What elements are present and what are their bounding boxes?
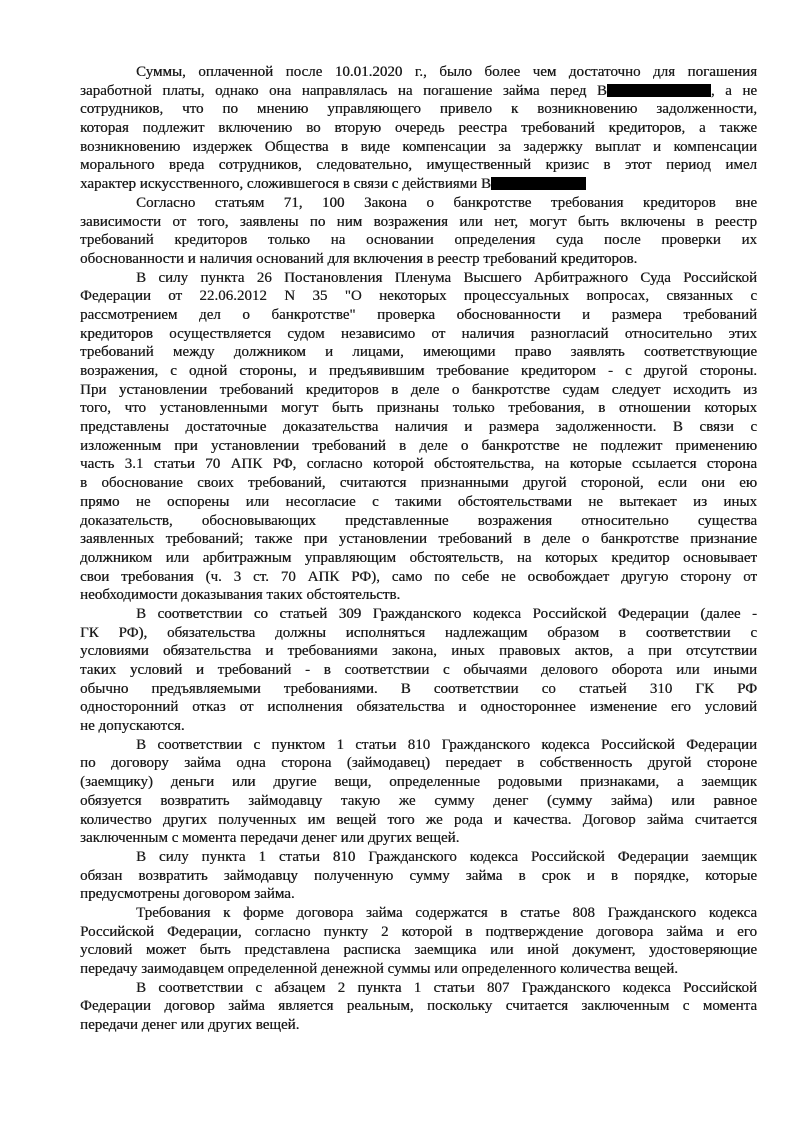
text-segment: изложенным при установлении требований в деле о банкротстве не подлежит применению xyxy=(80,437,757,454)
text-segment: условиями обязательства и требованиями закона, иных правовых актов, а при отсутствии xyxy=(80,643,757,660)
text-line xyxy=(80,568,757,587)
text-line xyxy=(80,661,757,680)
text-line xyxy=(80,848,757,867)
text-segment: заработной платы, однако она направлялась на погашение займа перед В xyxy=(80,82,607,99)
text-line xyxy=(80,399,757,418)
text-line xyxy=(80,960,757,979)
text-line xyxy=(80,792,757,811)
text-segment: возражения, с одной стороны, и предъявившим требование кредитором - с другой стороны. xyxy=(80,363,757,379)
text-segment: , а не xyxy=(710,82,757,99)
text-line xyxy=(80,885,757,904)
text-line xyxy=(80,381,757,400)
paragraph-8 xyxy=(80,979,757,1035)
text-line xyxy=(80,231,757,250)
text-segment: В силу пункта 1 статьи 810 Гражданского кодекса Российской Федерации заемщик xyxy=(136,848,757,865)
paragraph-2 xyxy=(80,194,757,269)
text-line xyxy=(80,343,757,362)
paragraph-1 xyxy=(80,63,757,194)
text-segment: В соответствии с пунктом 1 статьи 810 Гражданского кодекса Российской Федерации xyxy=(136,736,757,753)
text-line xyxy=(80,156,757,175)
text-segment: должником или арбитражным управляющим обстоятельств, на которых кредитор основывает xyxy=(80,549,757,566)
redaction-box xyxy=(491,177,586,190)
text-line xyxy=(80,250,757,269)
text-line xyxy=(80,586,757,605)
text-line xyxy=(80,624,757,643)
document-text-block xyxy=(80,63,757,1035)
text-segment: заявленных требований; также при установлении требований в деле о банкротстве признание xyxy=(80,531,757,548)
redaction-box xyxy=(607,84,711,97)
text-line xyxy=(80,287,757,306)
text-line xyxy=(80,923,757,942)
text-segment: зависимости от того, заявлены по ним возражения или нет, могут быть включены в реестр xyxy=(80,213,757,230)
text-line xyxy=(80,194,757,213)
text-segment: ГК РФ), обязательства должны исполняться надлежащим образом в соответствии с xyxy=(80,624,757,641)
text-line xyxy=(80,867,757,886)
text-segment: обоснованности и наличия оснований для включения в реестр требований кредиторов. xyxy=(80,250,638,267)
text-segment: рассмотрением дел о банкротстве" проверка обоснованности и размера требований xyxy=(80,306,757,323)
text-segment: обязан возвратить займодавцу полученную сумму займа в срок и в порядке, которые xyxy=(80,867,757,884)
text-segment: предусмотрены договором займа. xyxy=(80,886,295,903)
text-segment: представлены достаточные доказательства наличия и размера задолженности. В связи с xyxy=(80,419,757,436)
text-segment: заключенным с момента передачи денег или других вещей. xyxy=(80,830,460,847)
text-line xyxy=(80,941,757,960)
text-line xyxy=(80,997,757,1016)
paragraph-5 xyxy=(80,736,757,848)
text-line xyxy=(80,1016,757,1035)
text-segment: требований кредиторов только на основании определения суда после проверки их xyxy=(80,232,757,249)
text-segment: свои требования (ч. 3 ст. 70 АПК РФ), само по себе не освобождает другую сторону от xyxy=(80,568,757,585)
text-line xyxy=(80,773,757,792)
text-line xyxy=(80,455,757,474)
text-line xyxy=(80,979,757,998)
text-line xyxy=(80,82,757,101)
text-line xyxy=(80,605,757,624)
text-segment: не допускаются. xyxy=(80,718,185,735)
text-line xyxy=(80,362,757,381)
text-segment: условий может быть представлена расписка заемщика или иной документ, удостоверяющие xyxy=(80,942,757,959)
text-line xyxy=(80,904,757,923)
text-segment: При установлении требований кредиторов в деле о банкротстве судам следует исходить из xyxy=(80,381,757,398)
text-line xyxy=(80,512,757,531)
text-segment: необходимости доказывания таких обстоятельств. xyxy=(80,587,401,604)
text-segment: (заемщику) деньги или другие вещи, определенные родовыми признаками, а заемщик xyxy=(80,774,757,791)
text-segment: Федерации договор займа является реальным, поскольку считается заключенным с момента xyxy=(80,998,757,1015)
text-line xyxy=(80,493,757,512)
text-segment: того, что установленными могут быть признаны только требования, в отношении которых xyxy=(80,400,757,417)
text-line xyxy=(80,138,757,157)
text-segment: таких условий и требований - в соответствии с обычаями делового оборота или иными xyxy=(80,662,757,678)
text-segment: обязуется возвратить займодавцу такую же сумму денег (сумму займа) или равное xyxy=(80,792,757,809)
text-segment: морального вреда сотрудников, следовательно, имущественный кризис в этот период имел xyxy=(80,157,757,174)
text-segment: количество других полученных им вещей того же рода и качества. Договор займа считается xyxy=(80,811,757,828)
text-segment: возникновению издержек Общества в виде компенсации за задержку выплат и компенсации xyxy=(80,138,757,155)
text-segment: характер искусственного, сложившегося в связи с действиями В xyxy=(80,176,491,193)
text-line xyxy=(80,175,757,194)
text-line xyxy=(80,698,757,717)
text-segment: передачи денег или других вещей. xyxy=(80,1017,300,1034)
text-line xyxy=(80,213,757,232)
text-line xyxy=(80,642,757,661)
text-line xyxy=(80,119,757,138)
text-segment: Согласно статьям 71, 100 Закона о банкротстве требования кредиторов вне xyxy=(136,194,757,211)
text-segment: односторонний отказ от исполнения обязательства и одностороннее изменение его условий xyxy=(80,699,757,716)
text-segment: требований между должником и лицами, имеющими право заявлять соответствующие xyxy=(80,344,757,361)
text-segment: в обоснование своих требований, считаются признанными другой стороной, если они ею xyxy=(80,475,757,492)
text-line xyxy=(80,717,757,736)
text-line xyxy=(80,811,757,830)
text-segment: прямо не оспорены или несогласие с такими обстоятельствами не вытекает из иных xyxy=(80,493,757,510)
text-line xyxy=(80,829,757,848)
text-segment: В соответствии с абзацем 2 пункта 1 статьи 807 Гражданского кодекса Российской xyxy=(136,979,757,996)
paragraph-4 xyxy=(80,605,757,736)
text-line xyxy=(80,474,757,493)
text-line xyxy=(80,549,757,568)
text-line xyxy=(80,306,757,325)
text-segment: по договору займа одна сторона (займодавец) передает в собственность другой стороне xyxy=(80,755,757,772)
text-line xyxy=(80,269,757,288)
text-segment: В соответствии со статьей 309 Гражданского кодекса Российской Федерации (далее - xyxy=(136,605,757,622)
paragraph-3 xyxy=(80,269,757,605)
text-segment: доказательств, обосновывающих представленные возражения относительно существа xyxy=(80,512,757,529)
text-segment: Суммы, оплаченной после 10.01.2020 г., было более чем достаточно для погашения xyxy=(136,64,757,80)
text-line xyxy=(80,754,757,773)
text-line xyxy=(80,100,757,119)
text-segment: передачу заимодавцем определенной денежной суммы или определенного количества вещей. xyxy=(80,961,678,977)
paragraph-7 xyxy=(80,904,757,979)
text-segment: Российской Федерации, согласно пункту 2 которой в подтверждение договора займа и его xyxy=(80,923,757,940)
text-line xyxy=(80,680,757,699)
text-segment: В силу пункта 26 Постановления Пленума Высшего Арбитражного Суда Российской xyxy=(136,269,757,286)
text-line xyxy=(80,530,757,549)
text-segment: кредиторов осуществляется судом независимо от наличия разногласий относительно этих xyxy=(80,325,757,342)
text-segment: Федерации от 22.06.2012 N 35 "О некоторых процессуальных вопросах, связанных с xyxy=(80,288,757,305)
text-line xyxy=(80,418,757,437)
text-line xyxy=(80,325,757,344)
text-segment: обычно предъявляемыми требованиями. В соответствии со статьей 310 ГК РФ xyxy=(80,680,757,697)
text-segment: сотрудников, что по мнению управляющего привело к возникновению задолженности, xyxy=(80,101,757,118)
text-segment: которая подлежит включению во вторую очередь реестра требований кредиторов, а также xyxy=(80,120,757,137)
text-line xyxy=(80,63,757,82)
text-line xyxy=(80,736,757,755)
text-line xyxy=(80,437,757,456)
text-segment: Требования к форме договора займа содержатся в статье 808 Гражданского кодекса xyxy=(136,904,757,921)
text-segment: часть 3.1 статьи 70 АПК РФ, согласно которой обстоятельства, на которые ссылается сторона xyxy=(80,456,757,473)
paragraph-6 xyxy=(80,848,757,904)
